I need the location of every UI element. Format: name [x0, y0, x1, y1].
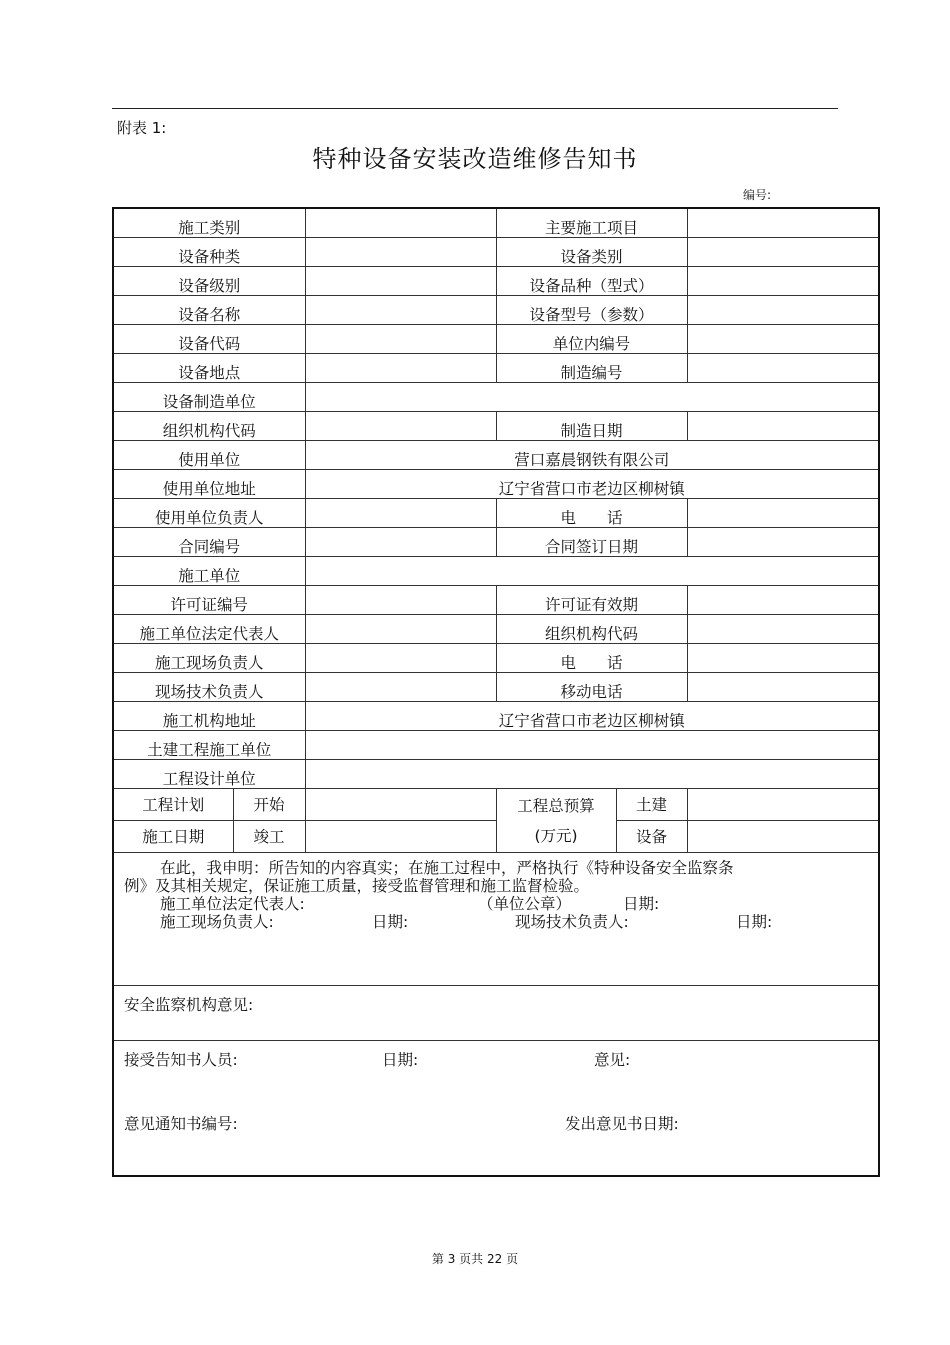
declaration-line-2: 例》及其相关规定，保证施工质量，接受监督管理和施工监督检验。: [124, 877, 590, 895]
equipment-code-field[interactable]: [305, 325, 496, 354]
legal-rep-signature-row: [124, 895, 870, 913]
manufacture-date-field[interactable]: [687, 412, 879, 441]
user-manager-label: 使用单位负责人: [113, 499, 305, 528]
declaration-line-1: 在此，我申明：所告知的内容真实；在施工过程中，严格执行《特种设备安全监察条: [160, 859, 734, 877]
site-manager-label: 施工现场负责人: [113, 644, 305, 673]
end-field[interactable]: [305, 821, 496, 853]
receiver-row: [124, 1051, 870, 1115]
internal-number-field[interactable]: [687, 325, 879, 354]
notice-form-table: [112, 207, 880, 1177]
table-row: [113, 441, 879, 470]
start-field[interactable]: [305, 789, 496, 821]
opinion-label: 意见:: [594, 1051, 631, 1069]
attachment-label: 附表 1:: [117, 119, 167, 137]
table-row: [113, 354, 879, 383]
mobile-field[interactable]: [687, 673, 879, 702]
construction-unit-field[interactable]: [305, 557, 879, 586]
equipment-level-field[interactable]: [305, 267, 496, 296]
budget-label: [496, 789, 616, 853]
civil-budget-field[interactable]: [687, 789, 879, 821]
agency-opinion-block[interactable]: [113, 986, 879, 1041]
mobile-label: 移动电话: [496, 673, 687, 702]
construction-address-value[interactable]: 辽宁省营口市老边区柳树镇: [305, 702, 879, 731]
tech-manager-signature-label: 现场技术负责人:: [515, 913, 629, 931]
legal-rep-field[interactable]: [305, 615, 496, 644]
civil-label: 土建: [616, 789, 687, 821]
equipment-location-label: 设备地点: [113, 354, 305, 383]
table-row: [113, 383, 879, 412]
table-row: [113, 528, 879, 557]
equipment-name-field[interactable]: [305, 296, 496, 325]
site-manager-field[interactable]: [305, 644, 496, 673]
site-manager-date-label: 日期:: [372, 913, 409, 931]
table-row: [113, 644, 879, 673]
receipt-block[interactable]: [113, 1041, 879, 1177]
license-number-field[interactable]: [305, 586, 496, 615]
table-row: [113, 470, 879, 499]
budget-label-2: (万元): [534, 826, 578, 845]
table-row: [113, 238, 879, 267]
equipment-class-label: 设备类别: [496, 238, 687, 267]
manufacturer-label: 设备制造单位: [113, 383, 305, 412]
phone2-field[interactable]: [687, 644, 879, 673]
table-row: [113, 296, 879, 325]
user-manager-field[interactable]: [305, 499, 496, 528]
plan-label-1: 工程计划: [113, 789, 233, 821]
main-project-label: 主要施工项目: [496, 208, 687, 238]
tech-manager-date-label: 日期:: [736, 913, 773, 931]
table-row: [113, 557, 879, 586]
table-row: [113, 986, 879, 1041]
table-row: [113, 789, 879, 821]
user-address-label: 使用单位地址: [113, 470, 305, 499]
equipment-code-label: 设备代码: [113, 325, 305, 354]
user-unit-label: 使用单位: [113, 441, 305, 470]
notice-row: [124, 1115, 870, 1139]
table-row: [113, 731, 879, 760]
equipment-name-label: 设备名称: [113, 296, 305, 325]
table-row: [113, 412, 879, 441]
notice-number-label: 意见通知书编号:: [124, 1115, 238, 1133]
equipment-variety-field[interactable]: [687, 267, 879, 296]
org-code-label: 组织机构代码: [113, 412, 305, 441]
table-row: [113, 586, 879, 615]
table-row: [113, 267, 879, 296]
manufacture-date-label: 制造日期: [496, 412, 687, 441]
receiver-date-label: 日期:: [382, 1051, 419, 1069]
end-label: 竣工: [233, 821, 305, 853]
manufacturer-field[interactable]: [305, 383, 879, 412]
tech-manager-field[interactable]: [305, 673, 496, 702]
contract-number-label: 合同编号: [113, 528, 305, 557]
table-row: [113, 1041, 879, 1177]
user-unit-value[interactable]: 营口嘉晨钢铁有限公司: [305, 441, 879, 470]
equipment-model-field[interactable]: [687, 296, 879, 325]
table-row: [113, 673, 879, 702]
table-row: [113, 853, 879, 986]
contract-number-field[interactable]: [305, 528, 496, 557]
legal-rep-date-label: 日期:: [623, 895, 660, 913]
license-validity-label: 许可证有效期: [496, 586, 687, 615]
equipment-variety-label: 设备品种（型式）: [496, 267, 687, 296]
budget-label-1: 工程总预算: [517, 796, 595, 815]
civil-unit-field[interactable]: [305, 731, 879, 760]
receiver-label: 接受告知书人员:: [124, 1051, 238, 1069]
equipment-kind-label: 设备种类: [113, 238, 305, 267]
phone-label: 电 话: [496, 499, 687, 528]
table-row: [113, 760, 879, 789]
equipment-model-label: 设备型号（参数）: [496, 296, 687, 325]
equipment-kind-field[interactable]: [305, 238, 496, 267]
top-rule: [112, 108, 838, 109]
page-title: 特种设备安装改造维修告知书: [312, 145, 638, 173]
equipment-budget-field[interactable]: [687, 821, 879, 853]
equipment-class-field[interactable]: [687, 238, 879, 267]
equipment-label: 设备: [616, 821, 687, 853]
org-code-field[interactable]: [305, 412, 496, 441]
site-manager-signature-label: 施工现场负责人:: [160, 913, 274, 931]
user-address-value[interactable]: 辽宁省营口市老边区柳树镇: [305, 470, 879, 499]
construction-category-field[interactable]: [305, 208, 496, 238]
construction-category-label: 施工类别: [113, 208, 305, 238]
design-unit-label: 工程设计单位: [113, 760, 305, 789]
declaration-block: [113, 853, 879, 986]
contract-date-label: 合同签订日期: [496, 528, 687, 557]
equipment-level-label: 设备级别: [113, 267, 305, 296]
table-row: [113, 615, 879, 644]
org-code2-field[interactable]: [687, 615, 879, 644]
seal-label: （单位公章）: [478, 895, 572, 913]
manufacture-number-label: 制造编号: [496, 354, 687, 383]
table-row: [113, 325, 879, 354]
agency-opinion-label: 安全监察机构意见:: [124, 996, 254, 1014]
construction-unit-label: 施工单位: [113, 557, 305, 586]
org-code2-label: 组织机构代码: [496, 615, 687, 644]
phone-field[interactable]: [687, 499, 879, 528]
license-validity-field[interactable]: [687, 586, 879, 615]
legal-rep-signature-label: 施工单位法定代表人:: [160, 895, 305, 913]
start-label: 开始: [233, 789, 305, 821]
civil-unit-label: 土建工程施工单位: [113, 731, 305, 760]
issue-date-label: 发出意见书日期:: [565, 1115, 679, 1133]
internal-number-label: 单位内编号: [496, 325, 687, 354]
contract-date-field[interactable]: [687, 528, 879, 557]
equipment-location-field[interactable]: [305, 354, 496, 383]
design-unit-field[interactable]: [305, 760, 879, 789]
main-project-field[interactable]: [687, 208, 879, 238]
table-row: [113, 208, 879, 238]
legal-rep-label: 施工单位法定代表人: [113, 615, 305, 644]
plan-label-2: 施工日期: [113, 821, 233, 853]
table-row: [113, 702, 879, 731]
construction-address-label: 施工机构地址: [113, 702, 305, 731]
manager-signature-row: [124, 913, 870, 931]
phone2-label: 电 话: [496, 644, 687, 673]
tech-manager-label: 现场技术负责人: [113, 673, 305, 702]
manufacture-number-field[interactable]: [687, 354, 879, 383]
license-number-label: 许可证编号: [113, 586, 305, 615]
table-row: [113, 499, 879, 528]
page-footer: 第 3 页共 22 页: [431, 1252, 519, 1266]
serial-number-label: 编号:: [743, 188, 772, 202]
